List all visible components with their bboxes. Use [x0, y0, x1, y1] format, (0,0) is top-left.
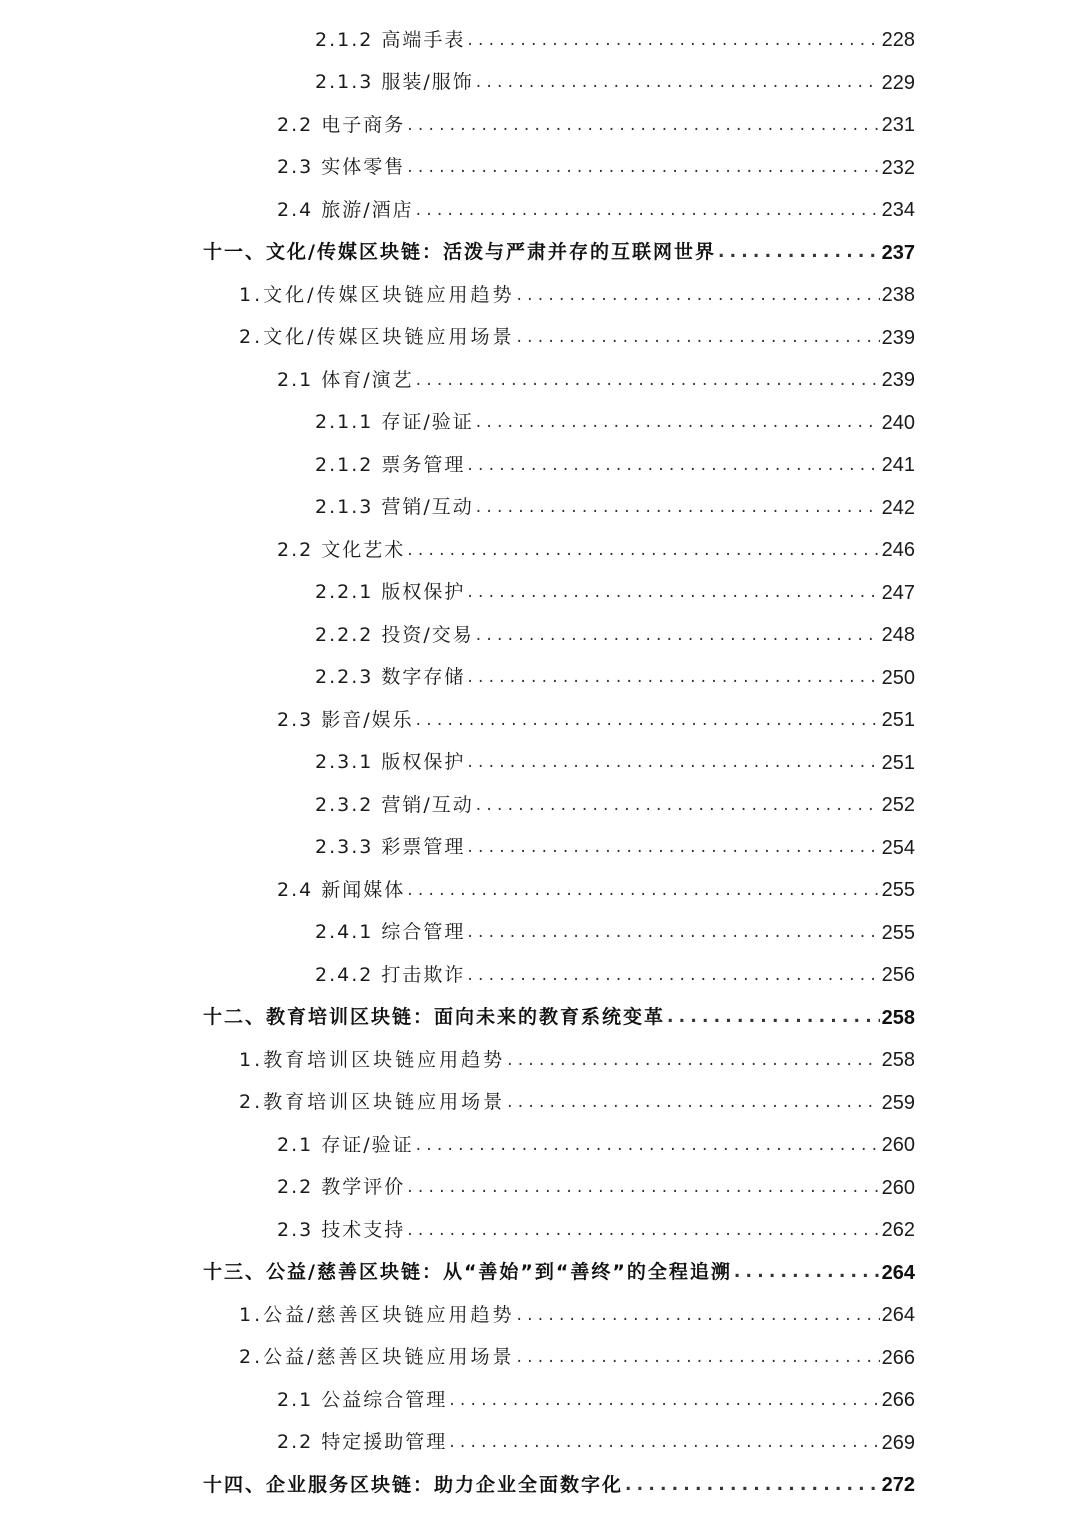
toc-entry-page: 266: [881, 1389, 915, 1412]
toc-entry-title: 2.1.2 高端手表: [315, 28, 466, 51]
dot-leader: [476, 499, 880, 516]
toc-entry-page: 260: [881, 1176, 915, 1199]
toc-entry-page: 239: [881, 326, 915, 349]
toc-entry[interactable]: [0, 1039, 1080, 1082]
toc-entry-page: 248: [881, 624, 915, 647]
toc-entry-title: 2.2 特定援助管理: [277, 1431, 448, 1454]
toc-entry-page: 231: [881, 114, 915, 137]
toc-entry-title: 2.3.1 版权保护: [315, 751, 466, 774]
toc-entry-page: 259: [881, 1091, 915, 1114]
toc-entry-page: 228: [881, 29, 915, 52]
dot-leader: [416, 712, 880, 729]
toc-entry[interactable]: [0, 954, 1080, 997]
toc-entry[interactable]: [0, 1124, 1080, 1167]
toc-entry-title: 2.1.2 票务管理: [315, 453, 466, 476]
dot-leader: [467, 669, 879, 686]
toc-entry-title: 2.公益/慈善区块链应用场景: [239, 1346, 515, 1369]
toc-entry-title: 2.1.1 存证/验证: [315, 411, 474, 434]
toc-entry-title: 2.3 实体零售: [277, 156, 406, 179]
toc-entry-title: 1.公益/慈善区块链应用趋势: [239, 1303, 515, 1326]
toc-entry-page: 232: [881, 156, 915, 179]
toc-entry-page: 264: [881, 1304, 915, 1327]
toc-entry-page: 254: [881, 836, 915, 859]
toc-entry[interactable]: [0, 742, 1080, 785]
toc-entry-page: 242: [881, 496, 915, 519]
toc-entry-title: 2.2.2 投资/交易: [315, 623, 474, 646]
toc-entry-page: 251: [881, 709, 915, 732]
toc-entry-page: 252: [881, 794, 915, 817]
toc-entry-page: 256: [881, 964, 915, 987]
toc-entry-title: 2.3.2 营销/互动: [315, 793, 474, 816]
dot-leader: [449, 1434, 879, 1451]
toc-entry-title: 2.1 公益综合管理: [277, 1388, 448, 1411]
toc-entry[interactable]: [0, 487, 1080, 530]
toc-entry-page: 258: [881, 1006, 915, 1029]
toc-entry[interactable]: [0, 1379, 1080, 1422]
toc-entry-title: 十三、公益/慈善区块链：从“善始”到“善终”的全程追溯: [203, 1261, 732, 1284]
toc-entry-title: 2.3 影音/娱乐: [277, 708, 414, 731]
dot-leader: [467, 32, 879, 49]
toc-entry-title: 1.教育培训区块链应用趋势: [239, 1048, 506, 1071]
toc-entry-title: 2.2.1 版权保护: [315, 581, 466, 604]
toc-entry-page: 272: [881, 1474, 915, 1497]
toc-entry[interactable]: [0, 614, 1080, 657]
toc-entry-page: 239: [881, 369, 915, 392]
toc-entry-page: 234: [881, 199, 915, 222]
dot-leader: [517, 1349, 880, 1366]
toc-entry-title: 2.4.2 打击欺诈: [315, 963, 466, 986]
dot-leader: [467, 457, 879, 474]
dot-leader: [407, 117, 879, 134]
toc-entry-title: 十四、企业服务区块链：助力企业全面数字化: [203, 1473, 624, 1496]
dot-leader: [467, 754, 879, 771]
toc-entry-page: 251: [881, 751, 915, 774]
toc-entry[interactable]: [0, 359, 1080, 402]
toc-entry-title: 2.4 旅游/酒店: [277, 198, 414, 221]
dot-leader: [517, 1307, 880, 1324]
toc-entry-page: 240: [881, 411, 915, 434]
dot-leader: [507, 1094, 879, 1111]
toc-entry-title: 十二、教育培训区块链：面向未来的教育系统变革: [203, 1006, 666, 1029]
dot-leader: [667, 1009, 880, 1026]
dot-leader: [476, 627, 880, 644]
dot-leader: [407, 1222, 879, 1239]
toc-entry-title: 2.2 教学评价: [277, 1176, 406, 1199]
toc-entry[interactable]: [0, 1294, 1080, 1337]
toc-entry[interactable]: [0, 912, 1080, 955]
dot-leader: [407, 1179, 879, 1196]
toc-entry[interactable]: [0, 62, 1080, 105]
dot-leader: [467, 924, 879, 941]
toc-entry-title: 2.2.3 数字存储: [315, 666, 466, 689]
table-of-contents: [0, 19, 1080, 1507]
toc-chapter-entry[interactable]: [0, 232, 1080, 275]
toc-entry-title: 1.文化/传媒区块链应用趋势: [239, 283, 515, 306]
toc-entry[interactable]: [0, 104, 1080, 147]
dot-leader: [718, 244, 880, 261]
toc-entry-page: 262: [881, 1219, 915, 1242]
toc-entry[interactable]: [0, 317, 1080, 360]
dot-leader: [407, 882, 879, 899]
toc-entry-title: 2.2 电子商务: [277, 113, 406, 136]
toc-entry[interactable]: [0, 1422, 1080, 1465]
toc-entry-title: 2.1 存证/验证: [277, 1133, 414, 1156]
dot-leader: [467, 584, 879, 601]
toc-entry[interactable]: [0, 1337, 1080, 1380]
toc-entry[interactable]: [0, 869, 1080, 912]
dot-leader: [476, 414, 880, 431]
dot-leader: [416, 1137, 880, 1154]
dot-leader: [734, 1264, 880, 1281]
toc-chapter-entry[interactable]: [0, 1464, 1080, 1507]
dot-leader: [467, 967, 879, 984]
toc-chapter-entry[interactable]: [0, 997, 1080, 1040]
toc-entry-page: 260: [881, 1134, 915, 1157]
toc-entry-title: 2.4.1 综合管理: [315, 921, 466, 944]
toc-entry-page: 255: [881, 879, 915, 902]
toc-entry-title: 2.1 体育/演艺: [277, 368, 414, 391]
toc-entry-page: 229: [881, 71, 915, 94]
toc-entry-page: 247: [881, 581, 915, 604]
toc-entry-page: 266: [881, 1346, 915, 1369]
toc-entry-page: 250: [881, 666, 915, 689]
dot-leader: [407, 159, 879, 176]
toc-entry-title: 2.3.3 彩票管理: [315, 836, 466, 859]
dot-leader: [467, 839, 879, 856]
dot-leader: [416, 202, 880, 219]
toc-entry-title: 十一、文化/传媒区块链：活泼与严肃并存的互联网世界: [203, 241, 716, 264]
dot-leader: [476, 797, 880, 814]
toc-entry[interactable]: [0, 572, 1080, 615]
toc-entry[interactable]: [0, 274, 1080, 317]
toc-entry-page: 255: [881, 921, 915, 944]
toc-chapter-entry[interactable]: [0, 1252, 1080, 1295]
dot-leader: [416, 372, 880, 389]
toc-entry[interactable]: [0, 147, 1080, 190]
toc-entry[interactable]: [0, 699, 1080, 742]
toc-entry-page: 241: [881, 454, 915, 477]
toc-entry[interactable]: [0, 402, 1080, 445]
toc-entry[interactable]: [0, 784, 1080, 827]
dot-leader: [625, 1477, 880, 1494]
toc-entry-title: 2.文化/传媒区块链应用场景: [239, 326, 515, 349]
toc-entry[interactable]: [0, 827, 1080, 870]
toc-entry-page: 264: [881, 1261, 915, 1284]
toc-entry-title: 2.3 技术支持: [277, 1218, 406, 1241]
dot-leader: [449, 1392, 879, 1409]
toc-entry-page: 237: [881, 241, 915, 264]
toc-entry-page: 238: [881, 284, 915, 307]
toc-entry-title: 2.2 文化艺术: [277, 538, 406, 561]
toc-entry[interactable]: [0, 657, 1080, 700]
toc-entry-page: 246: [881, 539, 915, 562]
toc-entry[interactable]: [0, 529, 1080, 572]
toc-entry-page: 258: [881, 1049, 915, 1072]
toc-entry[interactable]: [0, 189, 1080, 232]
toc-entry[interactable]: [0, 1167, 1080, 1210]
toc-entry-title: 2.教育培训区块链应用场景: [239, 1091, 506, 1114]
toc-entry[interactable]: [0, 19, 1080, 62]
dot-leader: [476, 74, 880, 91]
dot-leader: [517, 287, 880, 304]
toc-entry[interactable]: [0, 1209, 1080, 1252]
dot-leader: [407, 542, 879, 559]
toc-entry-title: 2.1.3 服装/服饰: [315, 71, 474, 94]
toc-entry[interactable]: [0, 444, 1080, 487]
dot-leader: [517, 329, 880, 346]
toc-entry-title: 2.4 新闻媒体: [277, 878, 406, 901]
toc-entry[interactable]: [0, 1082, 1080, 1125]
toc-entry-title: 2.1.3 营销/互动: [315, 496, 474, 519]
toc-entry-page: 269: [881, 1431, 915, 1454]
dot-leader: [507, 1052, 879, 1069]
